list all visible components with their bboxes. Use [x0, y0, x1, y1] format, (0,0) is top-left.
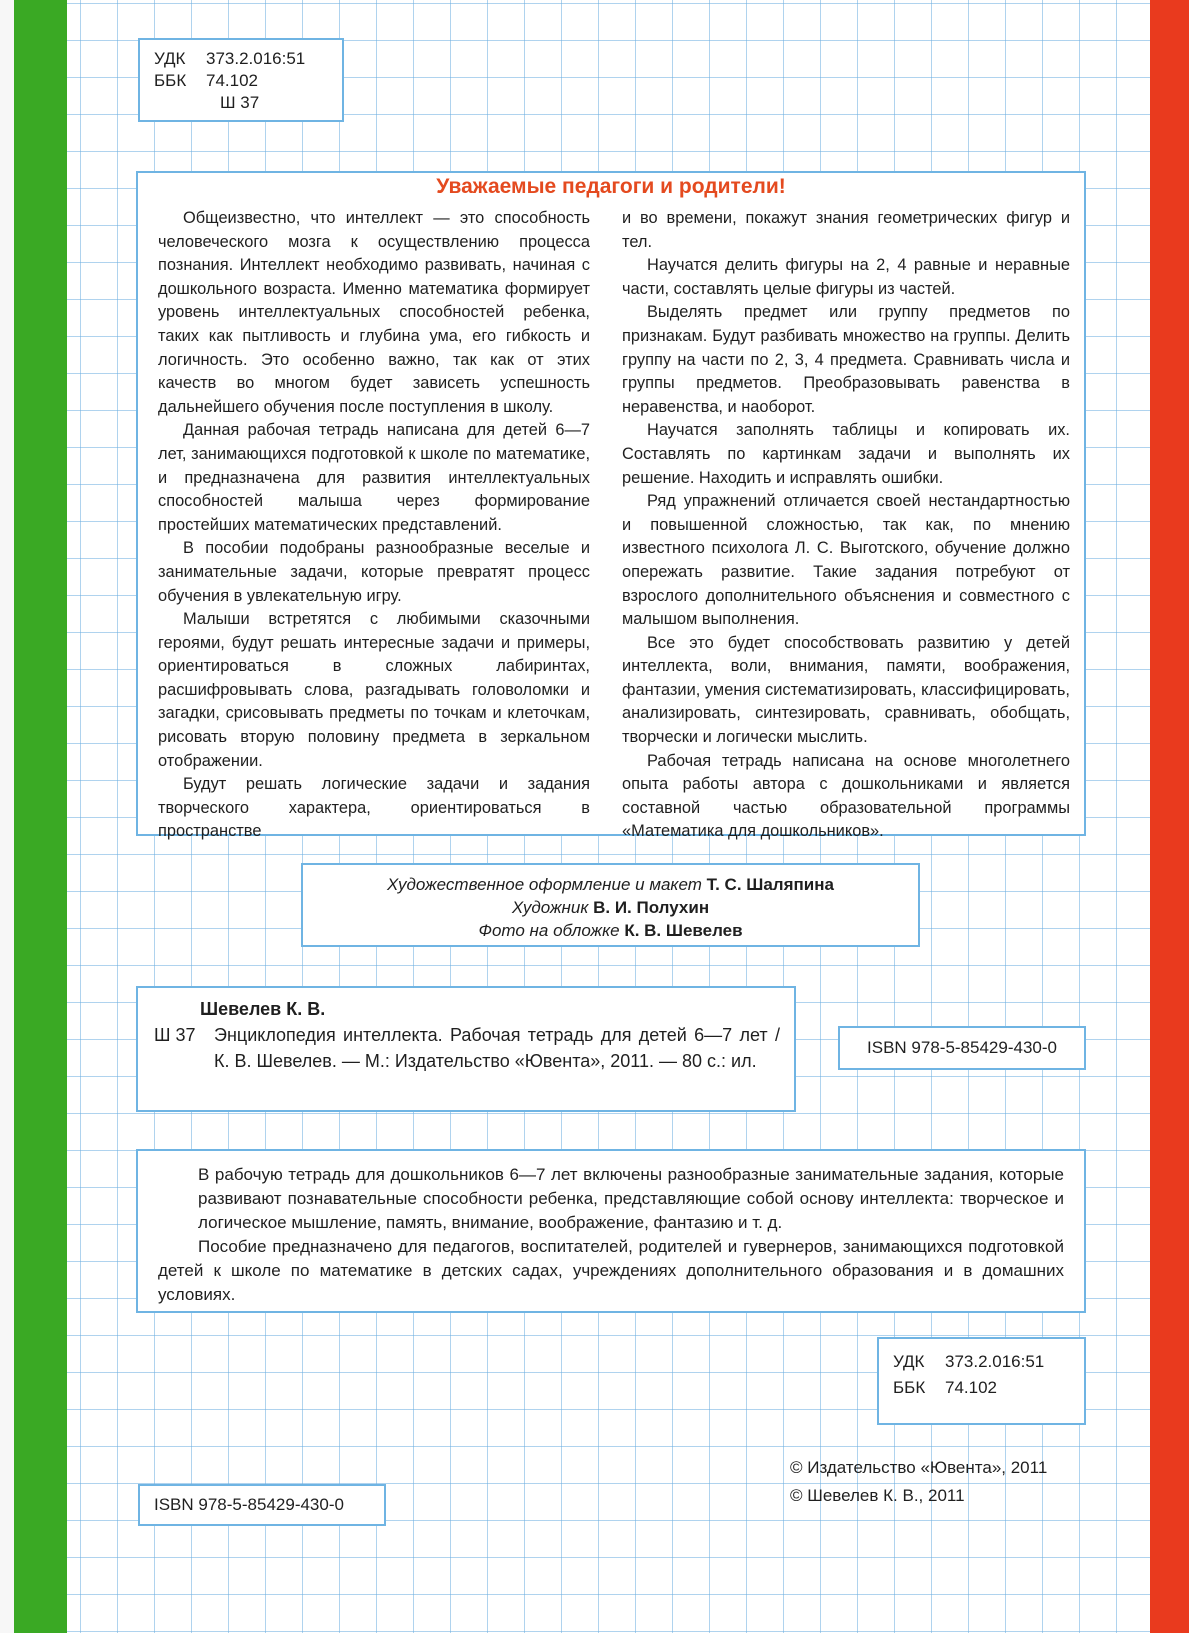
bbk-label: ББК — [893, 1378, 926, 1397]
annotation-box — [136, 1149, 1086, 1313]
udk-value: 373.2.016:51 — [206, 49, 306, 68]
udk-row — [893, 1349, 1070, 1375]
isbn-box-right: ISBN 978-5-85429-430-0 — [838, 1026, 1086, 1070]
udk-bottom-box — [877, 1337, 1086, 1425]
paragraph: Будут решать логические задачи и задания творческого характера, ориентироваться в пространстве — [158, 775, 590, 841]
paragraph: Ряд упражнений отличается своей нестандартностью и повышенной сложностью, так как, по мнению известного психолога Л. С. Выготского, обучение должно опережать развитие. Такие задания потребуют от взрослого дополнительного объяснения и совместного с малышом выполнения. — [622, 492, 1070, 629]
credit-label: Художественное оформление и макет — [387, 875, 702, 894]
appeal-right-column — [622, 207, 1070, 844]
bbk-label: ББК — [154, 71, 187, 90]
red-edge-stripe — [1150, 0, 1189, 1633]
annotation-paragraph: В рабочую тетрадь для дошкольников 6—7 лет включены разнообразные занимательные задания, которые развивают познавательные способности ребенка, представляющие собой основу интеллекта: творческое и логическое мышление, память, внимание, воображение, фантазию и т. д. — [198, 1165, 1064, 1232]
paragraph: Научатся заполнять таблицы и копировать их. Составлять по картинкам задачи и выполнять их решение. Находить и исправлять ошибки. — [622, 421, 1070, 487]
page-edge — [0, 0, 14, 1633]
paragraph: Научатся делить фигуры на 2, 4 равные и неравные части, составлять целые фигуры из частей. — [622, 256, 1070, 298]
record-text: Энциклопедия интеллекта. Рабочая тетрадь для детей 6—7 лет / К. В. Шевелев. — М.: Издательство «Ювента», 2011. — 80 с.: ил. — [214, 1025, 780, 1071]
credit-name: В. И. Полухин — [593, 898, 710, 917]
udk-label: УДК — [893, 1352, 925, 1371]
bbk-row — [893, 1375, 1070, 1401]
udk-label: УДК — [154, 49, 186, 68]
paragraph: Данная рабочая тетрадь написана для детей 6—7 лет, занимающихся подготовкой к школе по математике, и предназначена для развития интеллектуальных способностей малыша через формирование простейших математических представлений. — [158, 421, 590, 534]
green-spine-stripe — [14, 0, 67, 1633]
udk-top-box — [138, 38, 344, 122]
bbk-value: 74.102 — [945, 1378, 997, 1397]
credit-photo — [303, 919, 918, 942]
bibliographic-record — [136, 986, 796, 1112]
appeal-left-column — [158, 207, 590, 844]
isbn-box-left: ISBN 978-5-85429-430-0 — [138, 1484, 386, 1526]
bbk-row — [154, 70, 328, 92]
credit-name: Т. С. Шаляпина — [706, 875, 834, 894]
paragraph: В пособии подобраны разнообразные веселые и занимательные задачи, которые превратят процесс обучения в увлекательную игру. — [158, 539, 590, 605]
annotation-paragraph: Пособие предназначено для педагогов, воспитателей, родителей и гувернеров, занимающихся подготовкой детей к школе по математике в детских садах, учреждениях дополнительного образования и в домашних условиях. — [158, 1237, 1064, 1304]
credits-box — [301, 863, 920, 947]
credit-artist — [303, 896, 918, 919]
paragraph: Рабочая тетрадь написана на основе многолетнего опыта работы автора с дошкольниками и является составной частью образовательной программы «Математика для дошкольников». — [622, 751, 1070, 841]
record-code: Ш 37 — [154, 1025, 196, 1045]
credit-label: Художник — [511, 898, 589, 917]
bbk-value: 74.102 — [206, 71, 258, 90]
udk-row — [154, 48, 328, 70]
paragraph: и во времени, покажут знания геометрических фигур и тел. — [622, 209, 1070, 251]
paragraph: Выделять предмет или группу предметов по признакам. Будут разбивать множество на группы. Делить группу на части по 2, 3, 4 предмета. Сравнивать числа и группы предметов. Преобразовывать равенства в неравенства, и наоборот. — [622, 303, 1070, 416]
appeal-title: Уважаемые педагоги и родители! — [436, 175, 786, 198]
credit-name: К. В. Шевелев — [624, 921, 743, 940]
copyright-line: © Издательство «Ювента», 2011 — [790, 1458, 1048, 1477]
record-author: Шевелев К. В. — [200, 999, 326, 1019]
credit-design — [303, 873, 918, 896]
udk-value: 373.2.016:51 — [945, 1352, 1045, 1371]
copyright-line: © Шевелев К. В., 2011 — [790, 1486, 965, 1505]
paragraph: Общеизвестно, что интеллект — это способность человеческого мозга к осуществлению процесса познания. Интеллект необходимо развивать, начиная с дошкольного возраста. Именно математика формирует уровень интеллектуальных способностей ребенка, таких как пытливость и глубина ума, его гибкость и логичность. Это особенно важно, так как от этих качеств во многом будет зависеть успешность дальнейшего обучения после поступления в школу. — [158, 209, 590, 416]
author-mark: Ш 37 — [220, 93, 260, 112]
paragraph: Малыши встретятся с любимыми сказочными героями, будут решать интересные задачи и примеры, ориентироваться в сложных лабиринтах, расшифровывать слова, разгадывать головоломки и загадки, срисовывать предметы по точкам и клеточкам, рисовать вторую половину предмета в зеркальном отображении. — [158, 610, 590, 770]
copyright-notice — [790, 1454, 1090, 1510]
credit-label: Фото на обложке — [478, 921, 620, 940]
record-entry — [154, 1022, 780, 1074]
paragraph: Все это будет способствовать развитию у детей интеллекта, воли, внимания, памяти, воображения, фантазии, умения систематизировать, классифицировать, анализировать, синтезировать, сравнивать, обобщать, творчески и логически мыслить. — [622, 633, 1070, 747]
appeal-box — [136, 171, 1086, 841]
